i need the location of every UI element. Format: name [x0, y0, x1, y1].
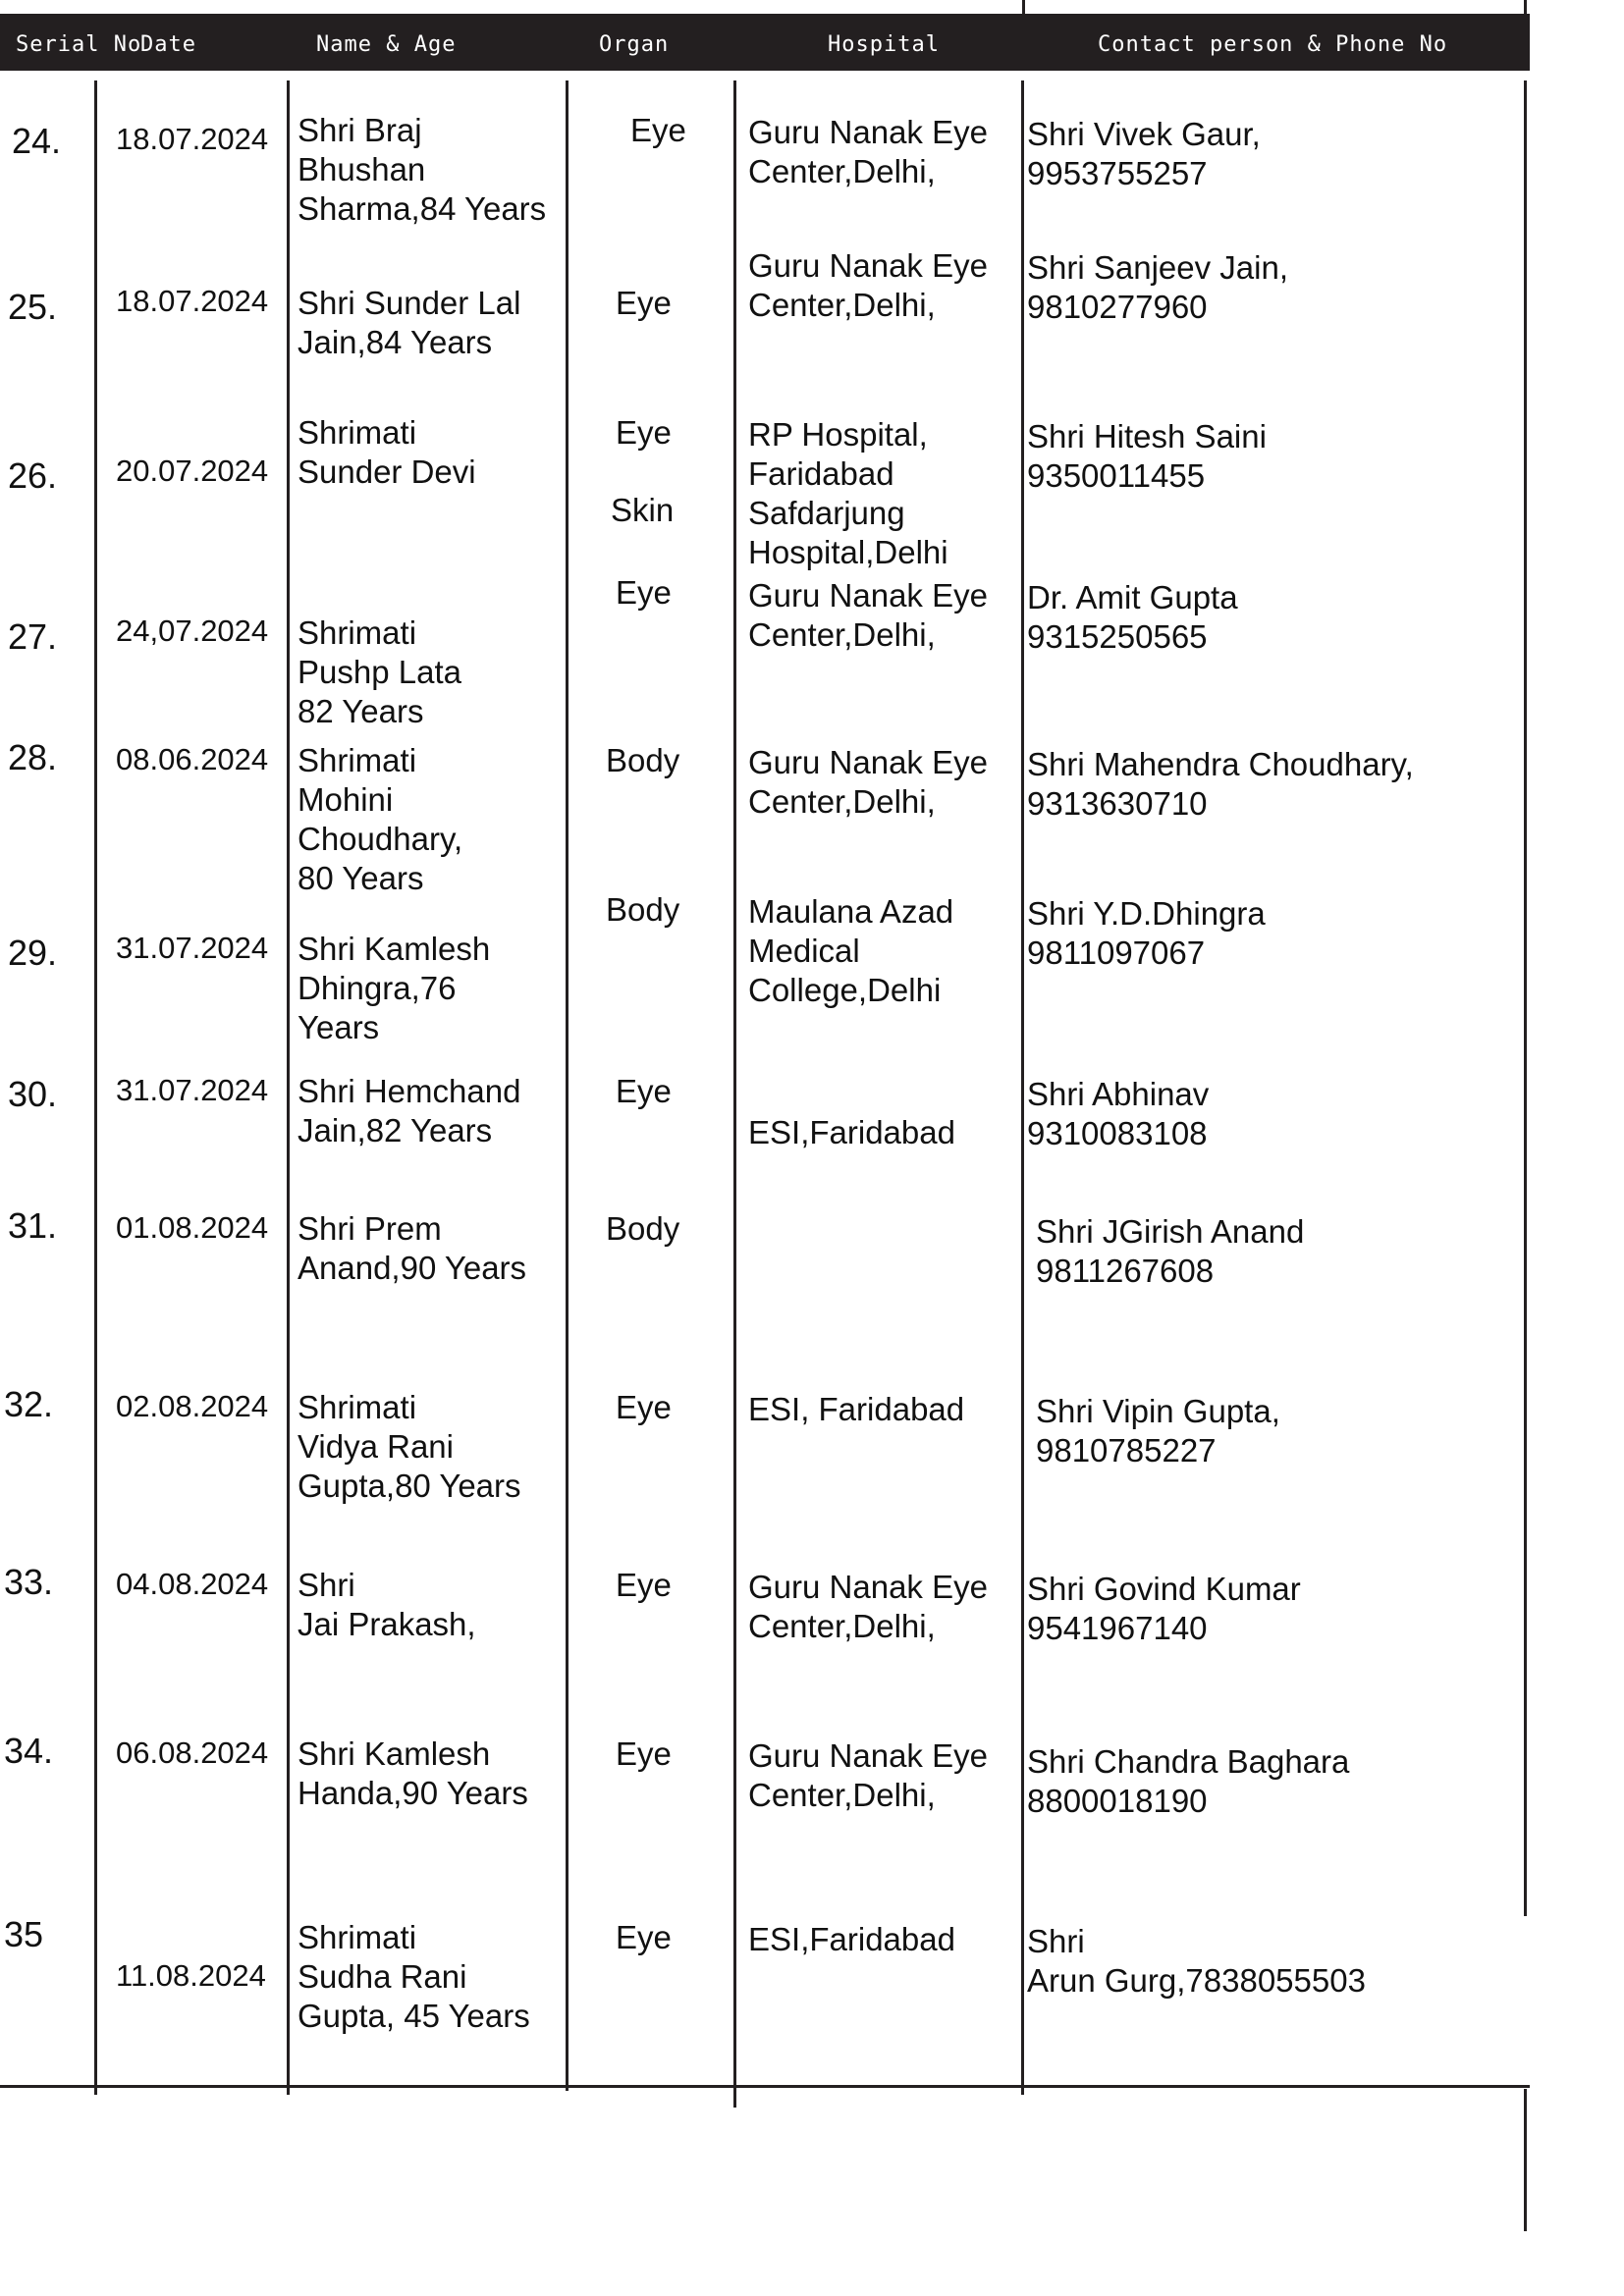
column-divider [566, 80, 568, 2091]
contact: Shri Y.D.Dhingra 9811097067 [1027, 895, 1266, 971]
organ: Eye [616, 1919, 672, 1955]
serial-number: 24. [12, 121, 62, 161]
date: 31.07.2024 [116, 931, 269, 965]
serial-number: 31. [8, 1205, 58, 1246]
date: 18.07.2024 [116, 284, 269, 318]
serial-number: 25. [8, 287, 58, 327]
organ: Body [606, 891, 680, 928]
organ: Eye [630, 112, 686, 148]
serial-number: 33. [4, 1562, 54, 1602]
name-age: Shri Hemchand Jain,82 Years [298, 1073, 521, 1148]
contact: Shri Vipin Gupta, 9810785227 [1036, 1393, 1280, 1468]
contact: Shri Arun Gurg,7838055503 [1027, 1923, 1366, 1999]
header-date: Date [140, 32, 196, 57]
contact: Shri Hitesh Saini 9350011455 [1027, 418, 1267, 494]
serial-number: 35 [4, 1914, 44, 1954]
column-divider [1524, 2089, 1527, 2231]
serial-number: 30. [8, 1074, 58, 1114]
date: 01.08.2024 [116, 1210, 269, 1245]
date: 02.08.2024 [116, 1389, 269, 1423]
name-age: Shri Kamlesh Dhingra,76 Years [298, 931, 491, 1045]
contact: Shri Sanjeev Jain, 9810277960 [1027, 249, 1288, 325]
date: 06.08.2024 [116, 1735, 269, 1770]
column-divider [1524, 80, 1527, 1916]
date: 04.08.2024 [116, 1567, 269, 1601]
table-bottom-border [0, 2085, 1530, 2088]
top-tick [1022, 0, 1025, 14]
name-age: Shri Sunder Lal Jain,84 Years [298, 285, 521, 360]
name-age: Shri Braj Bhushan Sharma,84 Years [298, 112, 547, 227]
organ: Body [606, 742, 680, 778]
serial-number: 27. [8, 616, 58, 657]
serial-number: 28. [8, 737, 58, 777]
name-age: Shri Prem Anand,90 Years [298, 1210, 527, 1286]
header-organ: Organ [599, 32, 670, 57]
hospital-secondary: Safdarjung Hospital,Delhi [748, 495, 948, 570]
hospital: Maulana Azad Medical College,Delhi [748, 893, 954, 1008]
hospital: Guru Nanak Eye Center,Delhi, [748, 1569, 988, 1644]
top-tick [1524, 0, 1527, 14]
organ: Body [606, 1210, 680, 1247]
name-age: Shrimati Mohini Choudhary, 80 Years [298, 742, 463, 896]
hospital: ESI,Faridabad [748, 1921, 955, 1957]
header-serial-no: Serial No [16, 32, 142, 57]
contact: Dr. Amit Gupta 9315250565 [1027, 579, 1238, 655]
name-age: Shrimati Sudha Rani Gupta, 45 Years [298, 1919, 530, 2034]
contact: Shri Abhinav 9310083108 [1027, 1076, 1210, 1151]
date: 31.07.2024 [116, 1073, 269, 1107]
serial-number: 32. [4, 1384, 54, 1424]
column-divider [733, 80, 736, 2108]
contact: Shri Mahendra Choudhary, 9313630710 [1027, 746, 1414, 822]
date: 20.07.2024 [116, 454, 269, 488]
organ: Eye [616, 1567, 672, 1603]
name-age: Shrimati Vidya Rani Gupta,80 Years [298, 1389, 521, 1504]
date: 11.08.2024 [116, 1958, 266, 1993]
hospital: Guru Nanak Eye Center,Delhi, [748, 577, 988, 653]
serial-number: 29. [8, 933, 58, 973]
date: 24,07.2024 [116, 614, 269, 648]
organ: Eye [616, 1389, 672, 1425]
header-contact: Contact person & Phone No [1098, 32, 1448, 57]
organ-secondary: Skin [611, 492, 675, 528]
column-divider [287, 80, 290, 2095]
date: 08.06.2024 [116, 742, 269, 776]
contact: Shri Govind Kumar 9541967140 [1027, 1571, 1301, 1646]
organ: Eye [616, 414, 672, 451]
header-name-age: Name & Age [316, 32, 457, 57]
serial-number: 26. [8, 455, 58, 496]
header-hospital: Hospital [828, 32, 940, 57]
name-age: Shri Jai Prakash, [298, 1567, 476, 1642]
hospital: Guru Nanak Eye Center,Delhi, [748, 114, 988, 189]
column-divider [1021, 80, 1024, 2095]
contact: Shri Vivek Gaur, 9953755257 [1027, 116, 1261, 191]
name-age: Shrimati Pushp Lata 82 Years [298, 614, 461, 729]
name-age: Shri Kamlesh Handa,90 Years [298, 1735, 528, 1811]
organ: Eye [616, 1073, 672, 1109]
serial-number: 34. [4, 1731, 54, 1771]
column-divider [94, 80, 97, 2095]
hospital: ESI, Faridabad [748, 1391, 965, 1427]
contact: Shri Chandra Baghara 8800018190 [1027, 1743, 1350, 1819]
contact: Shri JGirish Anand 9811267608 [1036, 1213, 1305, 1289]
table-header [0, 14, 1530, 71]
date: 18.07.2024 [116, 122, 269, 156]
organ: Eye [616, 574, 672, 611]
hospital: ESI,Faridabad [748, 1114, 955, 1150]
hospital: Guru Nanak Eye Center,Delhi, [748, 247, 988, 323]
hospital: RP Hospital, Faridabad [748, 416, 928, 492]
name-age: Shrimati Sunder Devi [298, 414, 476, 490]
hospital: Guru Nanak Eye Center,Delhi, [748, 1737, 988, 1813]
organ: Eye [616, 285, 672, 321]
organ: Eye [616, 1735, 672, 1772]
hospital: Guru Nanak Eye Center,Delhi, [748, 744, 988, 820]
